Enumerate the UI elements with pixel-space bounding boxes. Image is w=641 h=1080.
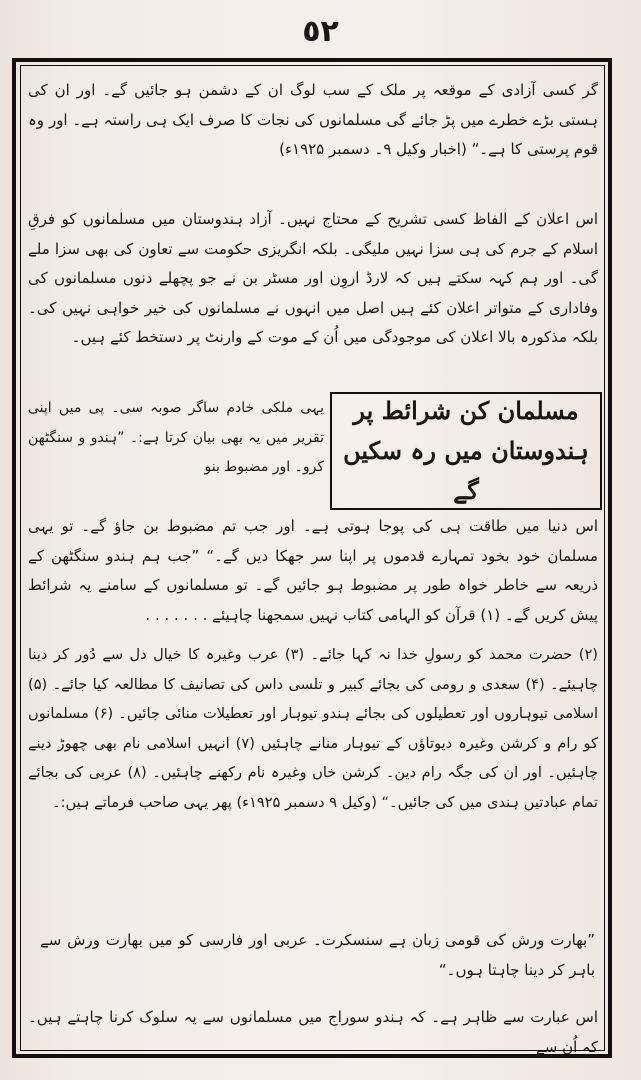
- conditions-list-text: (۲) حضرت محمد کو رسولِ خدا نہ کہا جائے۔ (۳) عرب وغیرہ کا خیال دل سے دُور کر دینا چاہیئے۔ (۴) سعدی و رومی کی بجائے کبیر و تلسی داس کی تصانیف کا مطالعہ کیا جائے۔ (۵) اسلامی تیوہاروں اور تعطیلوں کی بجائے ہندو تیوہار اور تعطیلات منائی جائیں۔ (۶) مسلمانوں کو رام و کرشن وغیرہ دیوتاؤں کے تیوہار منانے چاہئیں (۷) انہیں اسلامی نام بھی چھوڑ دینے چاہئیں۔ اور ان کی جگہ رام دین۔ کرشن خاں وغیرہ نام رکھنے چاہئیں۔ (۸) عربی کی بجائے تمام عبادتیں ہندی میں کی جائیں۔“ (وکیل ۹ دسمبر ۱۹۲۵ء) پھر یہی صاحب فرماتے ہیں:۔: [28, 646, 599, 811]
- conditions-list: [28, 640, 598, 817]
- closing-text: اس عبارت سے ظاہر ہے۔ کہ ہندو سوراج میں مسلمانوں سے یہ سلوک کرنا چاہتے ہیں۔ کہ اُن سے: [28, 1008, 598, 1056]
- intro-paragraph: [28, 76, 598, 165]
- section-heading: مسلمان کن شرائط پر ہندوستان میں رہ سکیں گے: [343, 396, 589, 505]
- analysis-text: اس اعلان کے الفاظ کسی تشریح کے محتاج نہیں۔ آزاد ہندوستان میں مسلمانوں کو فرقِ اسلام کے جرم کی ہی سزا نہیں ملیگی۔ بلکہ انگریزی حکومت سے تعاون کی بھی سزا ملے گی۔ اور ہم کہہ سکتے ہیں کہ لارڈ اروِن اور مسٹر بن نے جو پچھلے دنوں مسلمانوں کی وفاداری کے متواتر اعلان کئے ہیں اصل میں انہوں نے مسلمانوں کی خیر خواہی نہیں کی۔ بلکہ مذکورہ بالا اعلان کی موجودگی میں اُن کے موت کے وارنٹ پر دستخط کئے ہیں۔: [28, 210, 598, 346]
- side-note-text: یہی ملکی خادم ساگر صوبہ سی۔ پی میں اپنی تقریر میں یہ بھی بیان کرتا ہے:۔ ”ہندو و سنگٹھن کرو۔ اور مضبوط بنو: [28, 400, 324, 475]
- quote-text: ”بھارت ورش کی قومی زبان ہے سنسکرت۔ عربی اور فارسی کو میں بھارت ورش سے باہر کر دینا چاہتا ہوں۔“: [40, 931, 595, 979]
- conditions-intro-paragraph: [28, 512, 598, 630]
- analysis-paragraph: [28, 205, 598, 353]
- conditions-intro-text: اس دنیا میں طاقت ہی کی پوجا ہوتی ہے۔ اور جب تم مضبوط بن جاؤ گے۔ تو یہی مسلمان خود بخود تمہارے قدموں پر اپنا سر جھکا دیں گے۔“ ”جب ہم ہندو سنگٹھن کے ذریعہ سے خاطر خواہ طور پر مضبوط ہو جائیں گے۔ تو مسلمانوں کے سامنے یہ شرائط پیش کریں گے۔ (۱) قرآن کو الہامی کتاب نہیں سمجھنا چاہیئے . . . . . . .: [28, 517, 598, 624]
- section-heading-box: [330, 392, 602, 510]
- closing-paragraph: [28, 1003, 598, 1062]
- side-note: [28, 394, 324, 483]
- page-number: ٥٢: [302, 14, 339, 49]
- quote-paragraph: [40, 926, 595, 985]
- intro-text: گر کسی آزادی کے موقعہ پر ملک کے سب لوگ ان کے دشمن ہو جائیں گے۔ اور ان کی ہستی بڑے خطرے میں پڑ جائے گی مسلمانوں کی نجات کا صرف ایک ہی راستہ ہے۔ اور وہ قوم پرستی کا ہے۔“ (اخبار وکیل ۹۔ دسمبر ۱۹۲۵ء): [28, 81, 598, 158]
